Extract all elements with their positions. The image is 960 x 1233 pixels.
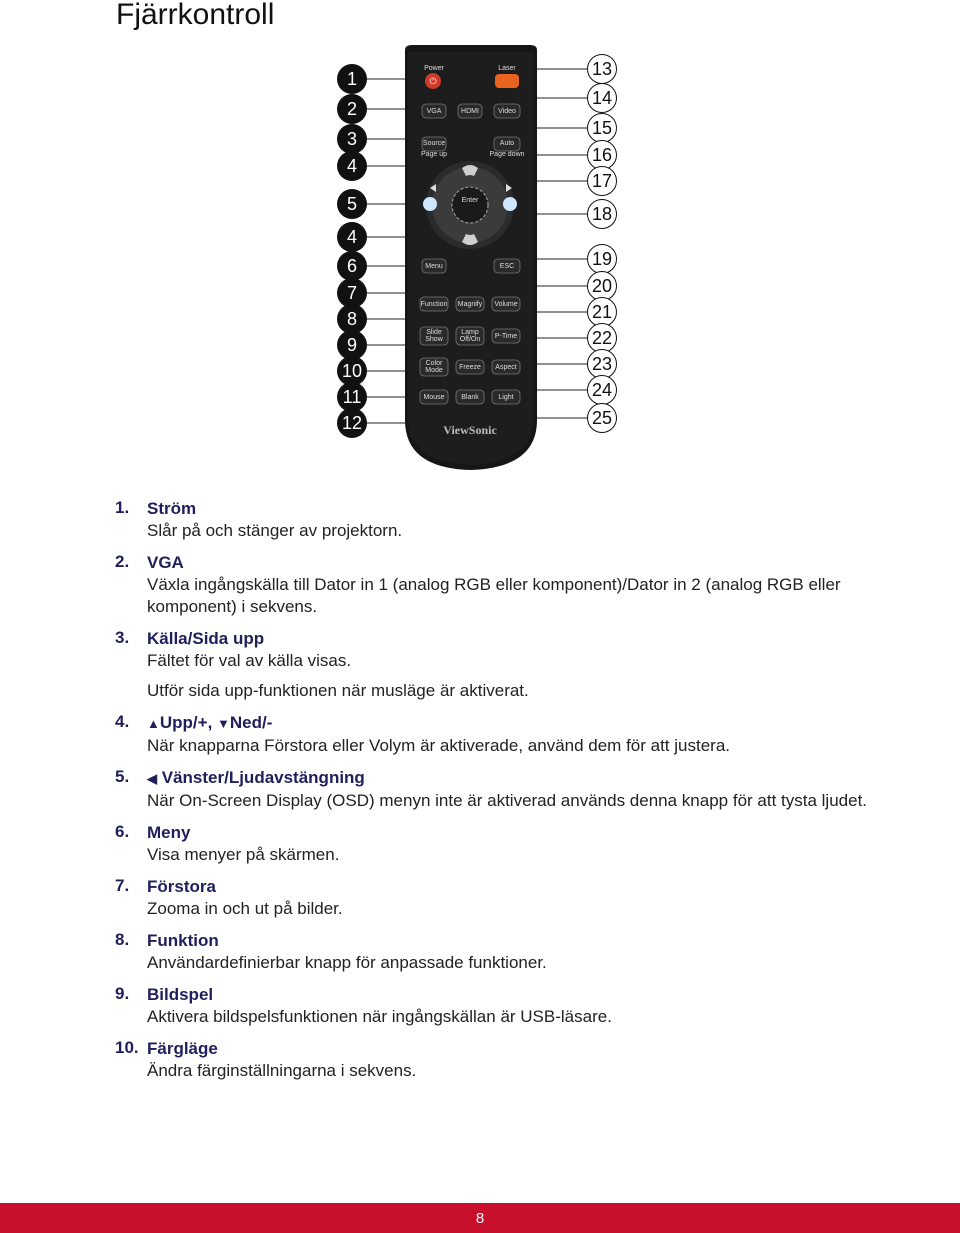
light-label: Light: [498, 394, 514, 401]
item-desc: Aktivera bildspelsfunktionen när ingångskällan är USB-läsare.: [147, 1007, 612, 1026]
item-desc: Slår på och stänger av projektorn.: [147, 521, 403, 540]
item-desc: Visa menyer på skärmen.: [147, 845, 340, 864]
list-item: 4. ▲Upp/+, ▼Ned/- När knapparna Förstora eller Volym är aktiverade, använd dem för att justera.: [115, 712, 875, 757]
list-item: 10. Färgläge Ändra färginställningarna i sekvens.: [115, 1038, 875, 1082]
page-down-label: Page down: [489, 151, 525, 158]
callout-left: 5: [337, 189, 367, 219]
callout-left: 12: [337, 408, 367, 438]
menu-label: Menu: [425, 263, 443, 270]
p-time-label: P-Time: [494, 333, 518, 340]
enter-label: Enter: [461, 197, 479, 204]
callout-right: 17: [587, 166, 617, 196]
item-desc: När On-Screen Display (OSD) menyn inte är aktiverad används denna knapp för att tysta ljudet.: [147, 791, 868, 810]
page-number: 8: [475, 1210, 485, 1227]
item-title: Funktion: [147, 931, 219, 950]
hdmi-label: HDMI: [461, 108, 479, 115]
list-item: 7. Förstora Zooma in och ut på bilder.: [115, 876, 875, 920]
volume-label: Volume: [494, 301, 518, 308]
auto-label: Auto: [499, 140, 515, 147]
item-desc: Ändra färginställningarna i sekvens.: [147, 1061, 417, 1080]
aspect-label: Aspect: [495, 364, 517, 371]
page-title: Fjärrkontroll: [116, 0, 275, 31]
item-title: Färgläge: [147, 1039, 218, 1058]
svg-text:⏻: ⏻: [429, 77, 437, 87]
callout-left: 8: [337, 304, 367, 334]
item-desc: Användardefinierbar knapp för anpassade funktioner.: [147, 953, 547, 972]
callout-right: 20: [587, 271, 617, 301]
callout-left: 6: [337, 251, 367, 281]
callout-right: 25: [587, 403, 617, 433]
magnify-label: Magnify: [457, 301, 483, 308]
up-triangle-icon: ▲: [147, 716, 160, 731]
item-desc: När knapparna Förstora eller Volym är aktiverade, använd dem för att justera.: [147, 736, 731, 755]
list-item: 2. VGA Växla ingångskälla till Dator in 1 (analog RGB eller komponent)/Dator in 2 (analog RGB eller komponent) i sekvens.: [115, 552, 875, 618]
left-mute-icon[interactable]: [423, 197, 437, 211]
item-title: ▲Upp/+, ▼Ned/-: [147, 713, 273, 732]
list-item: 5. ◀ Vänster/Ljudavstängning När On-Screen Display (OSD) menyn inte är aktiverad används denna knapp för att tysta ljudet.: [115, 767, 875, 812]
callout-right: 14: [587, 83, 617, 113]
mouse-label: Mouse: [423, 394, 445, 401]
list-item: 3. Källa/Sida upp Fältet för val av källa visas. Utför sida upp-funktionen när musläge är aktiverat.: [115, 628, 875, 702]
enter-button[interactable]: [452, 187, 488, 223]
color-label-2: Mode: [425, 367, 443, 374]
brand-logo: ViewSonic: [443, 423, 497, 437]
item-desc: Zooma in och ut på bilder.: [147, 899, 343, 918]
callout-left: 7: [337, 278, 367, 308]
callout-right: 23: [587, 349, 617, 379]
function-label: Function: [420, 301, 448, 308]
slide-label-1: Slide: [426, 329, 442, 336]
item-title: VGA: [147, 553, 184, 572]
down-triangle-icon: ▼: [217, 716, 230, 731]
function-list: [115, 498, 875, 1082]
callout-right: 15: [587, 113, 617, 143]
callout-left: 9: [337, 330, 367, 360]
callout-left: 2: [337, 94, 367, 124]
lamp-label-1: Lamp: [461, 329, 479, 336]
callout-left: 3: [337, 124, 367, 154]
callout-right: 16: [587, 140, 617, 170]
callout-right: 19: [587, 244, 617, 274]
blank-label: Blank: [461, 394, 479, 401]
callout-right: 21: [587, 297, 617, 327]
callout-right: 18: [587, 199, 617, 229]
list-item: 1. Ström Slår på och stänger av projektorn.: [115, 498, 875, 542]
item-title: Förstora: [147, 877, 216, 896]
right-icon[interactable]: [503, 197, 517, 211]
callout-left: 4: [337, 151, 367, 181]
slide-label-2: Show: [425, 336, 443, 343]
item-title: Meny: [147, 823, 191, 842]
page-up-label: Page up: [420, 151, 448, 158]
page-footer: [0, 1203, 960, 1233]
source-label: Source: [422, 140, 446, 147]
left-triangle-icon: ◀: [147, 771, 157, 786]
callout-right: 13: [587, 54, 617, 84]
item-title: Ström: [147, 499, 197, 518]
callout-left: 11: [337, 382, 367, 412]
lamp-label-2: Off/On: [459, 336, 481, 343]
esc-label: ESC: [499, 263, 515, 270]
laser-button[interactable]: [495, 74, 519, 88]
item-title: Bildspel: [147, 985, 214, 1004]
item-desc: Fältet för val av källa visas.: [147, 651, 352, 670]
list-item: 8. Funktion Användardefinierbar knapp för anpassade funktioner.: [115, 930, 875, 974]
list-item: 9. Bildspel Aktivera bildspelsfunktionen när ingångskällan är USB-läsare.: [115, 984, 875, 1028]
callout-right: 24: [587, 375, 617, 405]
video-label: Video: [498, 108, 516, 115]
power-label: Power: [424, 65, 444, 72]
item-title: Källa/Sida upp: [147, 629, 265, 648]
list-item: 6. Meny Visa menyer på skärmen.: [115, 822, 875, 866]
item-desc: Växla ingångskälla till Dator in 1 (analog RGB eller komponent)/Dator in 2 (analog RGB eller komponent) i sekvens.: [147, 575, 841, 616]
vga-label: VGA: [426, 108, 442, 115]
callout-left: 1: [337, 64, 367, 94]
laser-label: Laser: [498, 65, 516, 72]
freeze-label: Freeze: [459, 364, 481, 371]
callout-left: 4: [337, 222, 367, 252]
item-desc: Utför sida upp-funktionen när musläge är aktiverat.: [147, 681, 529, 700]
callout-right: 22: [587, 323, 617, 353]
remote-figure: [0, 0, 960, 480]
item-title: ◀ Vänster/Ljudavstängning: [147, 768, 365, 787]
remote-illustration: [0, 0, 960, 480]
color-label-1: Color: [425, 360, 443, 367]
callout-left: 10: [337, 356, 367, 386]
